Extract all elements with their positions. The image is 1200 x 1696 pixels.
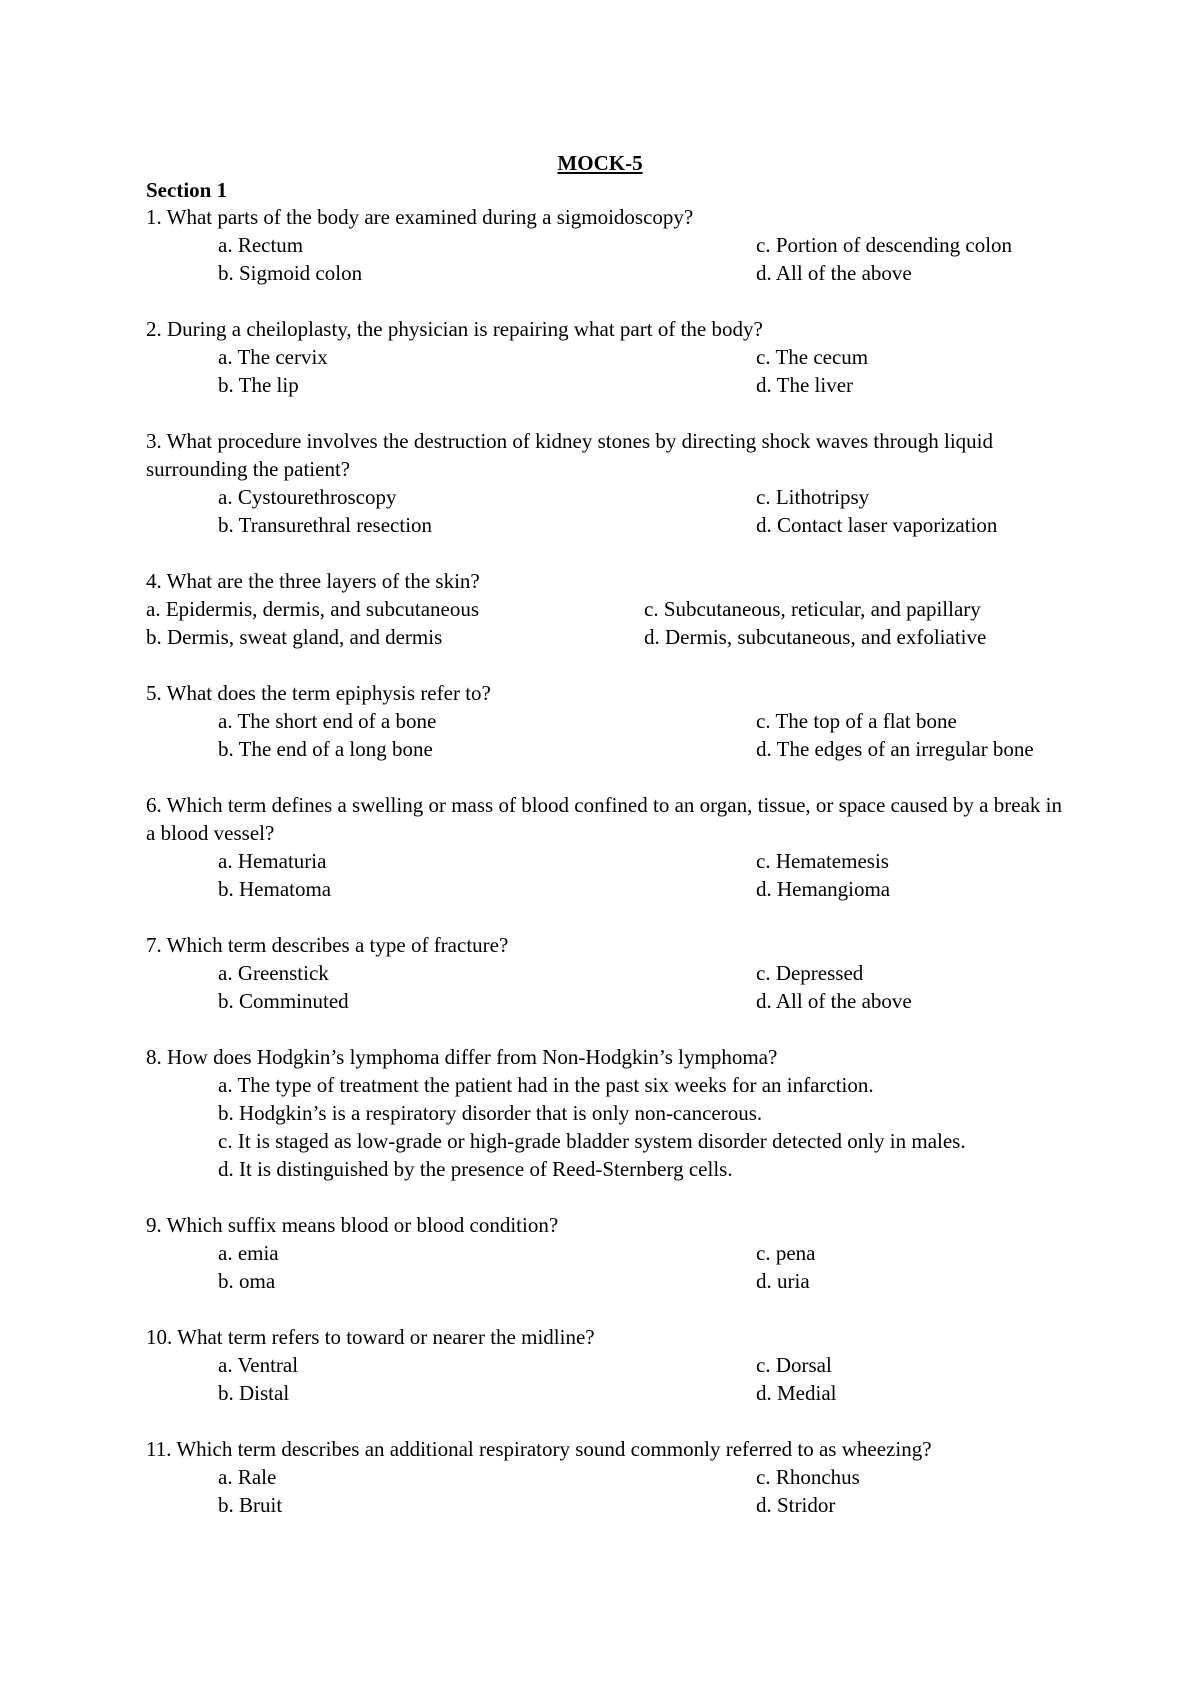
- option-d: d. The liver: [756, 373, 854, 397]
- question-text: 10. What term refers to toward or nearer the midline?: [146, 1325, 595, 1349]
- question-4: [146, 567, 1076, 651]
- question-text: 1. What parts of the body are examined during a sigmoidoscopy?: [146, 205, 694, 229]
- option-c: c. pena: [756, 1241, 816, 1265]
- option-a: a. Ventral: [218, 1353, 299, 1377]
- question-10: [146, 1323, 1076, 1407]
- option-d: d. Medial: [756, 1381, 837, 1405]
- option-c: c. Rhonchus: [756, 1465, 860, 1489]
- option-b: b. Dermis, sweat gland, and dermis: [146, 625, 443, 649]
- option-b: b. Bruit: [218, 1493, 283, 1517]
- option-a: a. Rale: [218, 1465, 277, 1489]
- option-a: a. The type of treatment the patient had in the past six weeks for an infarction.: [218, 1073, 874, 1097]
- section-heading: Section 1: [146, 178, 228, 202]
- option-a: a. Rectum: [218, 233, 304, 257]
- answer-options: [146, 343, 1076, 399]
- option-b: b. Hematoma: [218, 877, 332, 901]
- answer-options: [146, 707, 1076, 763]
- answer-options: [146, 959, 1076, 1015]
- question-11: [146, 1435, 1076, 1519]
- question-7: [146, 931, 1076, 1015]
- option-b: b. Transurethral resection: [218, 513, 433, 537]
- option-a: a. Epidermis, dermis, and subcutaneous: [146, 597, 480, 621]
- option-b: b. Hodgkin’s is a respiratory disorder that is only non-cancerous.: [218, 1101, 763, 1125]
- answer-options: [146, 595, 1076, 651]
- option-d: d. Dermis, subcutaneous, and exfoliative: [644, 625, 987, 649]
- answer-options: [146, 1351, 1076, 1407]
- question-2: [146, 315, 1076, 399]
- question-1: [146, 203, 1076, 287]
- question-3: [146, 427, 1076, 539]
- page-title: MOCK-5: [557, 151, 643, 175]
- option-d: d. Hemangioma: [756, 877, 891, 901]
- answer-options: [146, 1239, 1076, 1295]
- option-b: b. Comminuted: [218, 989, 349, 1013]
- answer-options: [146, 1463, 1076, 1519]
- answer-options: [146, 231, 1076, 287]
- question-6: [146, 791, 1076, 903]
- question-text: 2. During a cheiloplasty, the physician is repairing what part of the body?: [146, 317, 763, 341]
- option-d: d. The edges of an irregular bone: [756, 737, 1034, 761]
- question-list: [146, 203, 1076, 1547]
- option-c: c. It is staged as low-grade or high-grade bladder system disorder detected only in males.: [218, 1129, 966, 1153]
- question-5: [146, 679, 1076, 763]
- option-c: c. Depressed: [756, 961, 864, 985]
- option-d: d. All of the above: [756, 989, 912, 1013]
- option-d: d. It is distinguished by the presence of Reed-Sternberg cells.: [218, 1157, 733, 1181]
- option-a: a. Greenstick: [218, 961, 329, 985]
- option-c: c. Subcutaneous, reticular, and papillary: [644, 597, 981, 621]
- option-c: c. Dorsal: [756, 1353, 832, 1377]
- option-c: c. The top of a flat bone: [756, 709, 957, 733]
- answer-options: [146, 847, 1076, 903]
- question-text: 3. What procedure involves the destruction of kidney stones by directing shock waves through liquid surrounding the patient?: [146, 429, 994, 481]
- option-a: a. Cystourethroscopy: [218, 485, 397, 509]
- question-text: 6. Which term defines a swelling or mass of blood confined to an organ, tissue, or space caused by a break in a blood vessel?: [146, 793, 1062, 845]
- option-d: d. Contact laser vaporization: [756, 513, 998, 537]
- option-c: c. Hematemesis: [756, 849, 889, 873]
- question-9: [146, 1211, 1076, 1295]
- option-c: c. The cecum: [756, 345, 869, 369]
- option-b: b. oma: [218, 1269, 276, 1293]
- option-b: b. The lip: [218, 373, 299, 397]
- option-a: a. emia: [218, 1241, 279, 1265]
- question-text: 7. Which term describes a type of fracture?: [146, 933, 509, 957]
- question-text: 9. Which suffix means blood or blood condition?: [146, 1213, 559, 1237]
- option-a: a. The cervix: [218, 345, 328, 369]
- question-text: 5. What does the term epiphysis refer to?: [146, 681, 491, 705]
- question-8: [146, 1043, 1076, 1183]
- option-a: a. Hematuria: [218, 849, 327, 873]
- question-text: 11. Which term describes an additional respiratory sound commonly referred to as wheezing?: [146, 1437, 932, 1461]
- option-d: d. uria: [756, 1269, 810, 1293]
- option-d: d. Stridor: [756, 1493, 836, 1517]
- option-b: b. The end of a long bone: [218, 737, 433, 761]
- option-b: b. Distal: [218, 1381, 290, 1405]
- option-c: c. Portion of descending colon: [756, 233, 1013, 257]
- option-c: c. Lithotripsy: [756, 485, 870, 509]
- option-a: a. The short end of a bone: [218, 709, 437, 733]
- option-b: b. Sigmoid colon: [218, 261, 363, 285]
- option-d: d. All of the above: [756, 261, 912, 285]
- question-text: 8. How does Hodgkin’s lymphoma differ from Non-Hodgkin’s lymphoma?: [146, 1045, 778, 1069]
- answer-options: [146, 1071, 1076, 1183]
- question-text: 4. What are the three layers of the skin?: [146, 569, 480, 593]
- answer-options: [146, 483, 1076, 539]
